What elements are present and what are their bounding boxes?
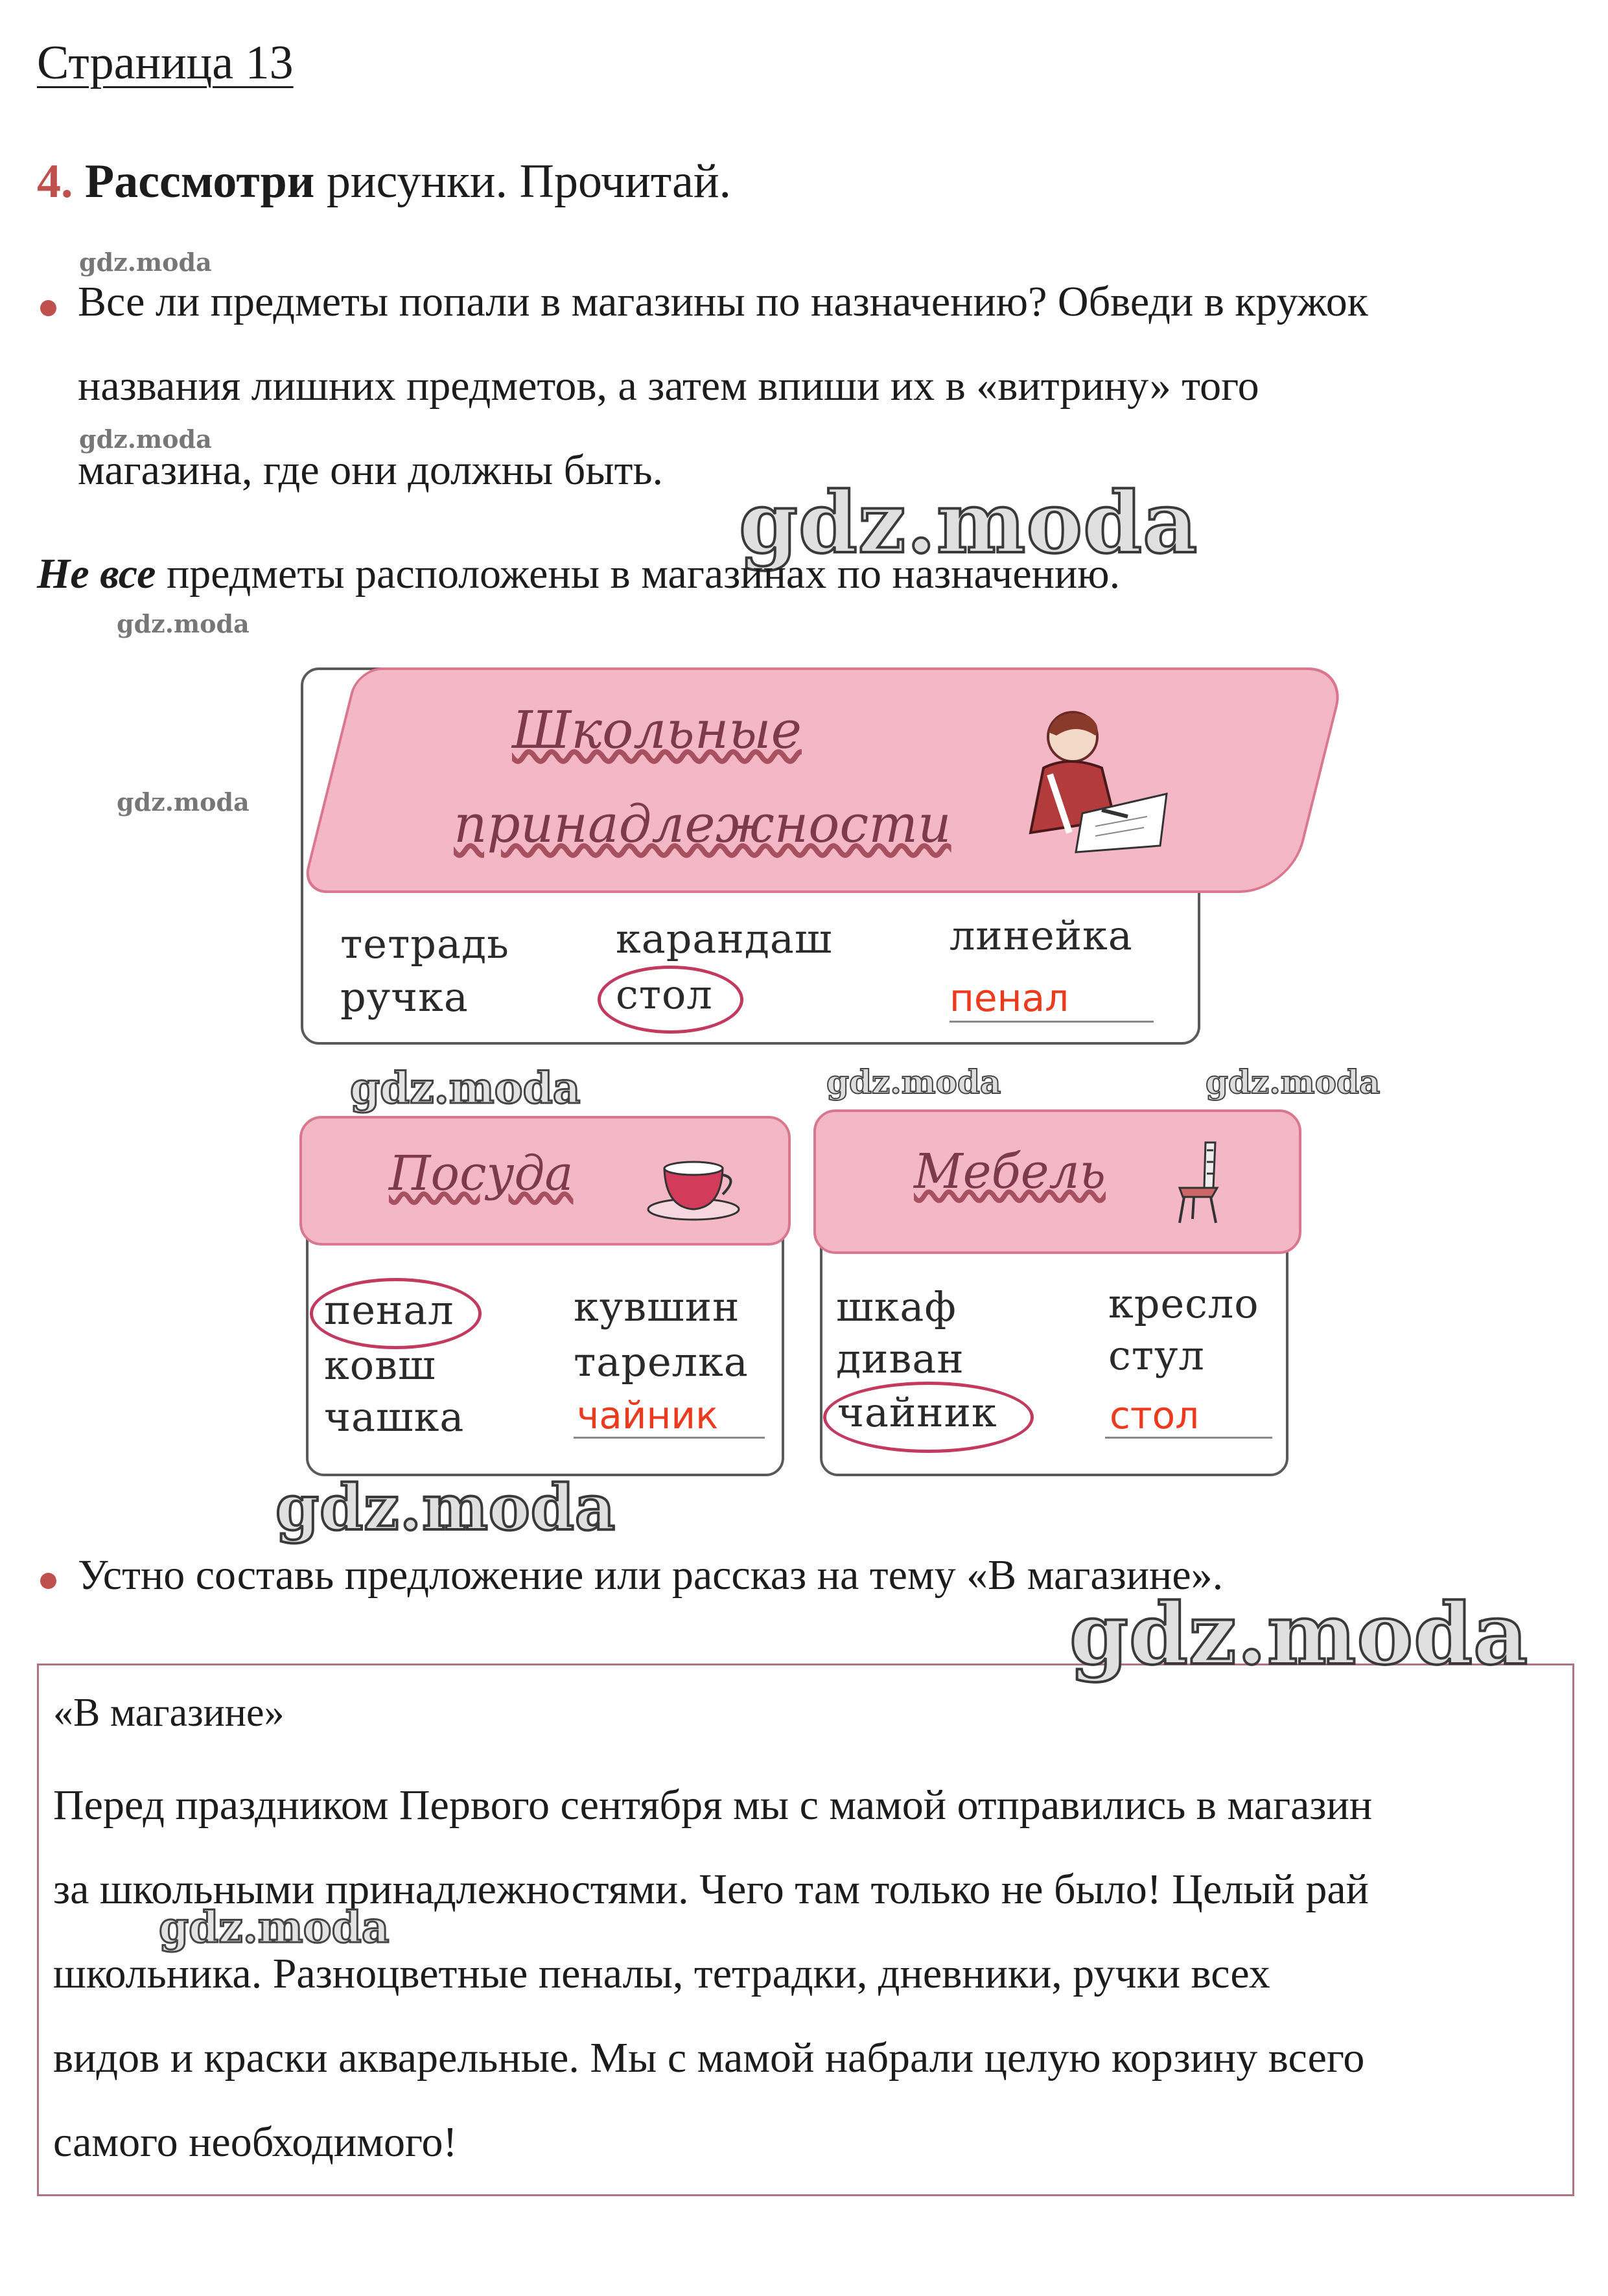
write-line [950, 1021, 1154, 1023]
answer-line [37, 550, 1120, 599]
task-heading-rest: рисунки. Прочитай. [314, 155, 732, 208]
word-circled: чайник [837, 1389, 997, 1436]
instruction-line: названия лишних предметов, а затем впиши их в «витрину» того [78, 362, 1259, 410]
word-circled: стол [616, 971, 713, 1018]
word: тарелка [574, 1338, 749, 1386]
watermark: gdz.moda [739, 473, 1198, 572]
watermark: gdz.moda [826, 1063, 1001, 1101]
teacup-icon [645, 1152, 742, 1223]
shop-furniture-title: Мебель [914, 1144, 1106, 1200]
word: диван [836, 1335, 964, 1382]
circle-mark [598, 966, 743, 1034]
written-answer: стол [1110, 1393, 1200, 1437]
watermark: gdz.moda [79, 248, 212, 277]
answer-bold: Не все [37, 550, 156, 597]
word: чашка [324, 1393, 465, 1441]
word: кувшин [574, 1283, 740, 1330]
page-title: Страница 13 [37, 36, 294, 89]
word: карандаш [616, 915, 833, 962]
instruction-line: Все ли предметы попали в магазины по назначению? Обведи в кружок [78, 278, 1368, 325]
task-bold-word: Рассмотри [85, 155, 315, 208]
written-answer: чайник [577, 1393, 719, 1437]
word: линейка [950, 912, 1133, 959]
written-answer: пенал [950, 976, 1069, 1020]
instruction-line: Устно составь предложение или рассказ на тему «В магазине». [78, 1551, 1224, 1599]
shop-school-title-2: принадлежности [454, 794, 951, 854]
word: шкаф [836, 1283, 957, 1330]
watermark: gdz.moda [350, 1063, 581, 1113]
task-number: 4. [37, 155, 73, 208]
word: ручка [340, 973, 469, 1021]
watermark: gdz.moda [117, 787, 250, 817]
circle-mark [310, 1278, 482, 1349]
watermark: gdz.moda [159, 1902, 390, 1953]
story-title: «В магазине» [53, 1691, 285, 1735]
word: ковш [324, 1341, 436, 1389]
shop-dishes-title: Посуда [389, 1146, 574, 1201]
answer-rest: предметы расположены в магазинах по назначению. [156, 550, 1121, 597]
story-line: за школьными принадлежностями. Чего там только не было! Целый рай [53, 1866, 1369, 1913]
boy-writing-icon [1005, 703, 1173, 859]
watermark: gdz.moda [275, 1471, 616, 1544]
watermark: gdz.moda [1069, 1584, 1529, 1684]
story-line: самого необходимого! [53, 2118, 458, 2166]
watermark: gdz.moda [1206, 1063, 1381, 1101]
word: тетрадь [340, 920, 509, 968]
write-line [1105, 1437, 1272, 1439]
shop-school-title-1: Школьные [512, 700, 802, 760]
bullet-dot [40, 1573, 56, 1589]
story-line: школьника. Разноцветные пеналы, тетрадки, дневники, ручки всех [53, 1950, 1270, 1997]
word: кресло [1108, 1280, 1259, 1327]
word-circled: пенал [324, 1286, 454, 1334]
circle-mark [823, 1382, 1034, 1453]
write-line [574, 1437, 765, 1439]
watermark: gdz.moda [117, 609, 250, 638]
instruction-line: магазина, где они должны быть. [78, 446, 664, 494]
word: стул [1108, 1332, 1205, 1379]
chair-icon [1167, 1137, 1231, 1225]
story-line: видов и краски акварельные. Мы с мамой набрали целую корзину всего [53, 2034, 1365, 2081]
shop-school-roof [301, 667, 1347, 893]
story-line: Перед праздником Первого сентября мы с мамой отправились в магазин [53, 1781, 1373, 1829]
watermark: gdz.moda [79, 424, 212, 454]
bullet-dot [40, 300, 56, 316]
task-heading [37, 154, 731, 209]
